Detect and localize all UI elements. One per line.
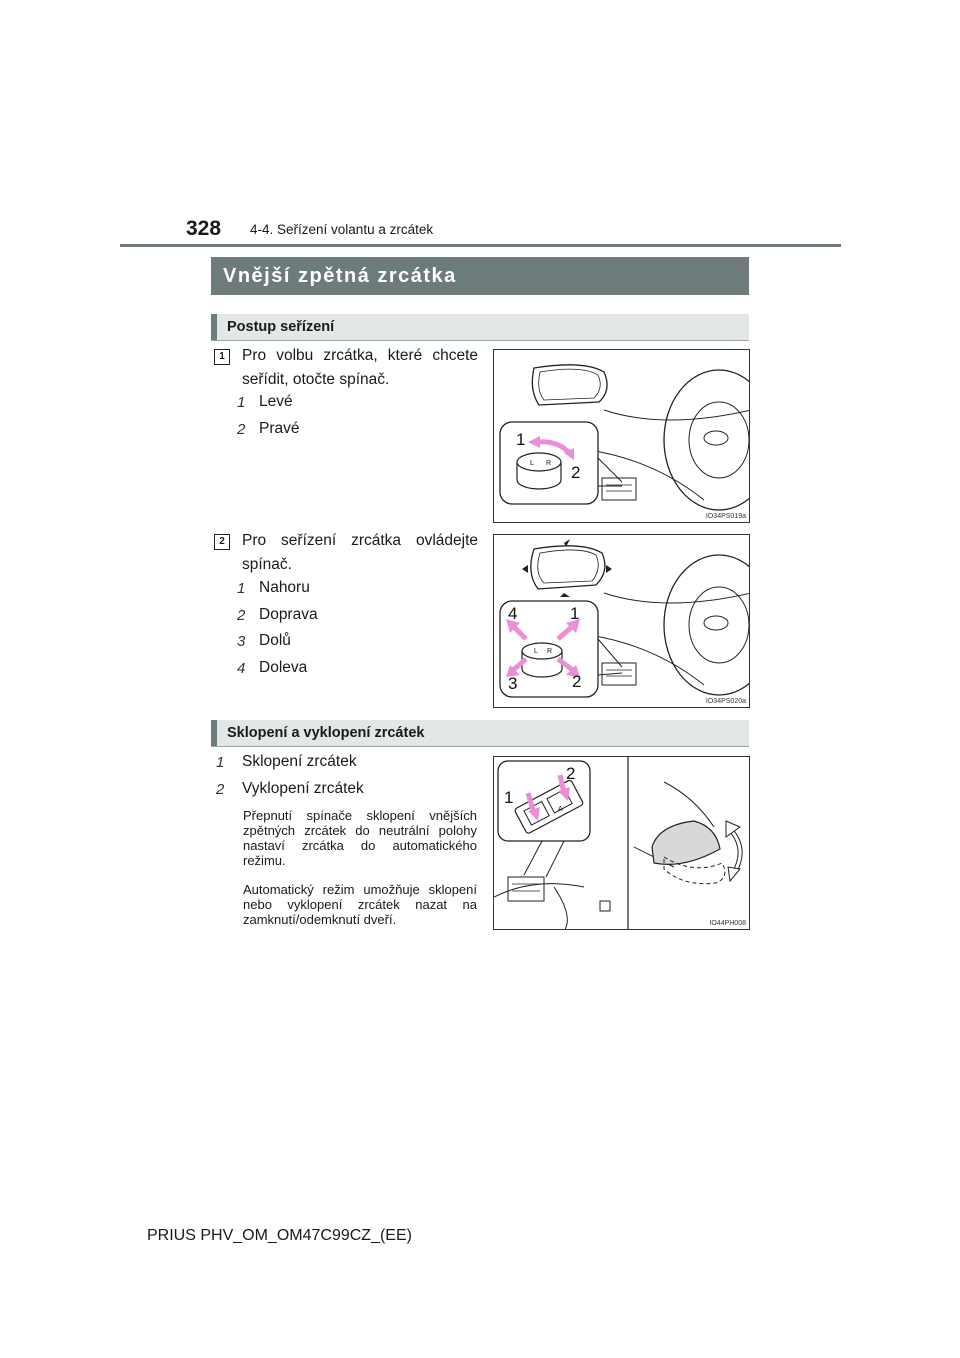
step-2-item-1-number: 1 (237, 580, 246, 597)
chapter-title: 4-4. Seřízení volantu a zrcátek (250, 222, 434, 237)
figure-1-switch-l: L (530, 460, 534, 467)
figure-mirror-fold (493, 756, 750, 930)
figure-3-switch-a: A (558, 806, 563, 813)
page-number: 328 (186, 217, 222, 240)
figure-2-callout-1: 1 (570, 604, 580, 623)
figure-2-code: IO34PS020a (705, 698, 746, 705)
step-number-2: 2 (214, 534, 230, 550)
figure-3-callout-2: 2 (566, 764, 576, 783)
figure-2-callout-2: 2 (572, 672, 582, 691)
subsection-adjustment-title: Postup seřízení (211, 314, 749, 340)
figure-2-switch-l: L (534, 648, 538, 655)
subsection-divider (211, 340, 749, 341)
figure-2-callout-4: 4 (508, 604, 518, 623)
figure-1-labels (494, 350, 750, 523)
step-1-item-1-number: 1 (237, 394, 246, 411)
figure-2-labels (494, 535, 750, 708)
folding-item-1-number: 1 (216, 754, 225, 771)
subsection-divider-2 (211, 746, 749, 747)
step-1-item-1-label: Levé (259, 393, 293, 410)
step-2-item-2-label: Doprava (259, 606, 318, 623)
step-2-item-4-number: 4 (237, 660, 246, 677)
figure-2-switch-r: R (547, 648, 553, 655)
step-2-text: Pro seřízení zrcátka ovládejte spínač. (242, 532, 478, 573)
folding-item-2-label: Vyklopení zrcátek (242, 780, 364, 797)
step-1-text: Pro volbu zrcátka, které chcete seřídit, otočte spínač. (242, 347, 478, 388)
folding-item-2-number: 2 (216, 781, 225, 798)
footer-document-id: PRIUS PHV_OM_OM47C99CZ_(EE) (147, 1227, 412, 1244)
figure-1-callout-1: 1 (516, 430, 526, 449)
subsection-folding-title: Sklopení a vyklopení zrcátek (211, 720, 749, 746)
figure-3-code: IO44PH008 (709, 920, 746, 927)
header-divider (120, 244, 841, 247)
step-2-item-3-label: Dolů (259, 632, 291, 649)
figure-2-callout-3: 3 (508, 674, 518, 693)
figure-1-callout-2: 2 (571, 463, 581, 482)
step-1-item-2-number: 2 (237, 421, 246, 438)
step-2-item-2-number: 2 (237, 607, 246, 624)
folding-item-1-label: Sklopení zrcátek (242, 753, 357, 770)
figure-1-switch-r: R (546, 460, 552, 467)
step-2-item-1-label: Nahoru (259, 579, 310, 596)
figure-mirror-select (493, 349, 750, 523)
step-2-item-4-label: Doleva (259, 659, 308, 676)
folding-note-2: Automatický režim umožňuje sklopení nebo vyklopení zrcátek nazat na zamknutí/odemknutí dveří. (243, 882, 477, 927)
figure-1-code: IO34PS019a (705, 513, 746, 520)
figure-mirror-adjust (493, 534, 750, 708)
step-2-item-3-number: 3 (237, 633, 246, 650)
figure-3-callout-1: 1 (504, 788, 514, 807)
folding-note-1: Přepnutí spínače sklopení vnějších zpětných zrcátek do neutrální polohy nastaví zrcátka do automatického režimu. (243, 808, 477, 868)
figure-3-labels (494, 757, 750, 930)
step-number-1: 1 (214, 349, 230, 365)
step-1-item-2-label: Pravé (259, 420, 300, 437)
section-title: Vnější zpětná zrcátka (211, 257, 749, 295)
